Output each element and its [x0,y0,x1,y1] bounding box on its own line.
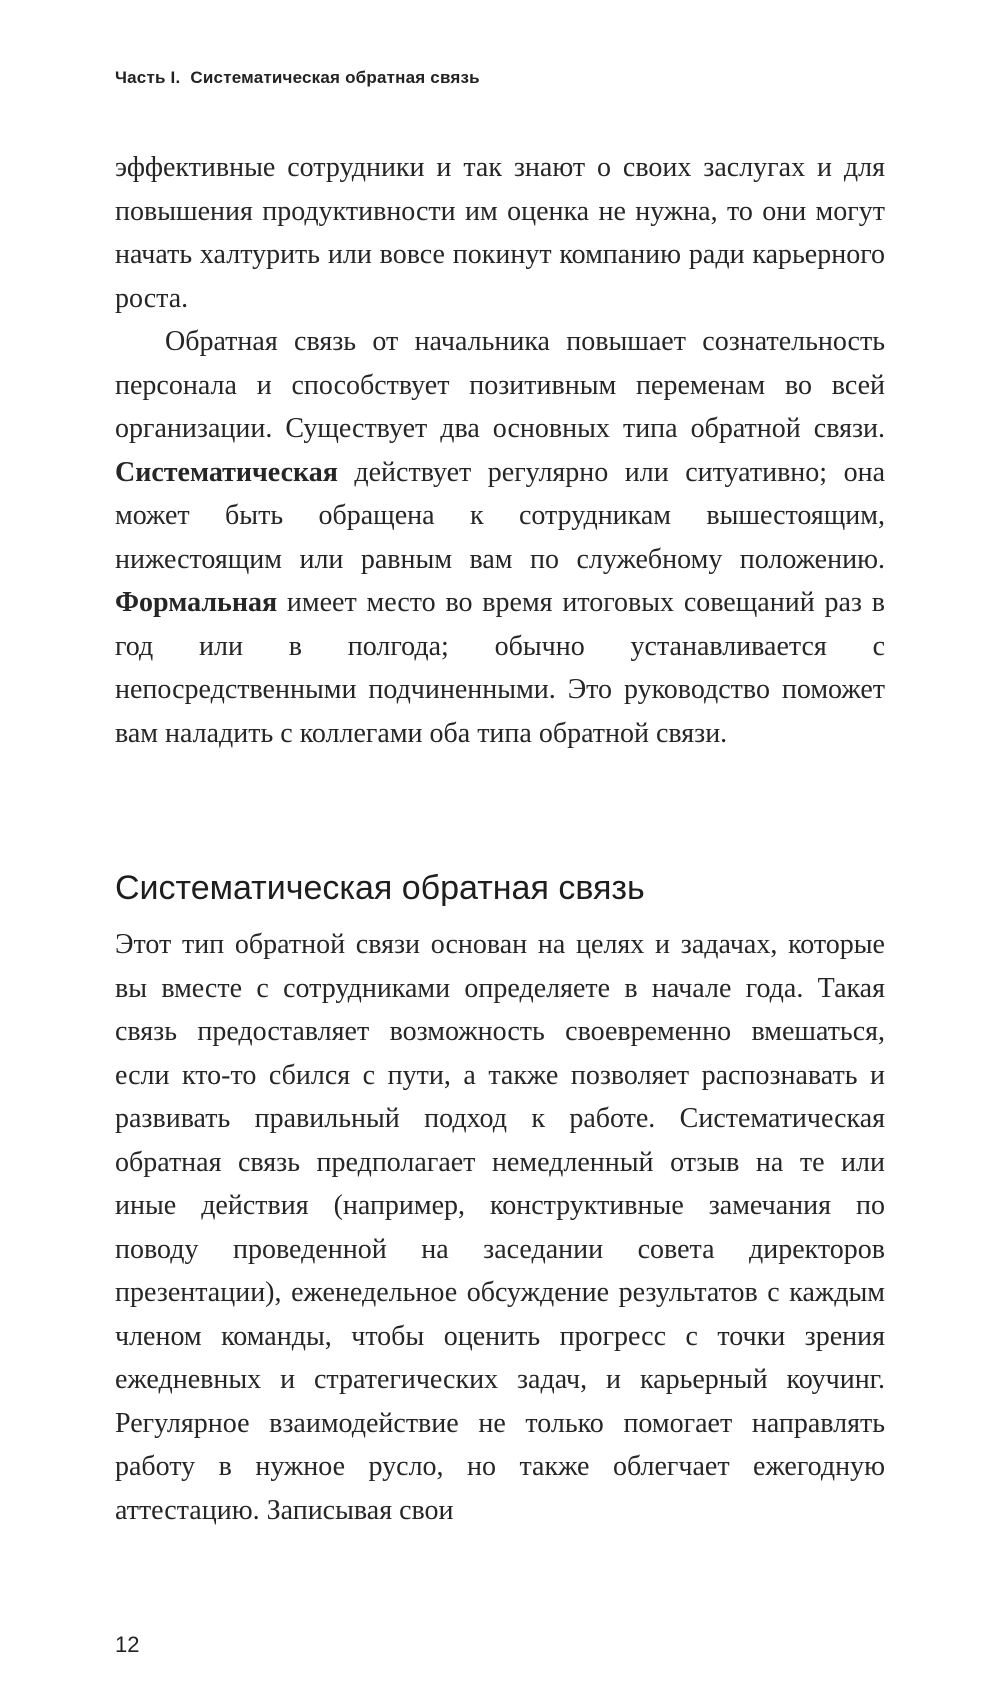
term-systematic: Систематическая [115,456,338,488]
body-text-top [115,146,885,755]
section-heading: Систематическая обратная связь [115,869,645,907]
body-text-section [115,923,885,1532]
running-header-part: Часть I. [115,68,181,87]
term-formal: Формальная [115,587,278,618]
running-header-title: Систематическая обратная связь [190,68,480,87]
paragraph-feedback-types [115,320,885,755]
paragraph-text: действует регулярно или ситуативно; она может быть обращена к сотрудникам вышестоящим, нижестоящим или равным вам по служебному положению. [115,456,885,575]
page-number: 12 [115,1632,140,1657]
paragraph-text: имеет место во время итоговых совещаний раз в год или в полгода; обычно устанавливается с непосредственными подчиненными. Это руководство поможет вам наладить с коллегами оба типа обратной связи. [115,587,885,749]
paragraph-continuation: эффективные сотрудники и так знают о своих заслугах и для повышения продуктивности им оценка не нужна, то они могут начать халтурить или вовсе покинут компанию ради карьерного роста. [115,152,885,314]
paragraph-text: Обратная связь от начальника повышает сознательность персонала и способствует позитивным переменам во всей организации. Существует два основных типа обратной связи. [115,326,885,444]
section-paragraph: Этот тип обратной связи основан на целях и задачах, которые вы вместе с сотрудниками определяете в начале года. Такая связь предоставляет возможность своевременно вмешаться, если кто-то сбился с пути, а также позволяет распознавать и развивать правильный подход к работе. Систематическая обратная связь предполагает немедленный отзыв на те или иные действия (например, конструктивные замечания по поводу проведенной на заседании совета директоров презентации), еженедельное обсуждение результатов с каждым членом команды, чтобы оценить прогресс с точки зрения ежедневных и стратегических задач, и карьерный коучинг. Регулярное взаимодействие не только помогает направлять работу в нужное русло, но также облегчает ежегодную аттестацию. Записывая свои [115,929,885,1526]
running-header [115,68,480,88]
